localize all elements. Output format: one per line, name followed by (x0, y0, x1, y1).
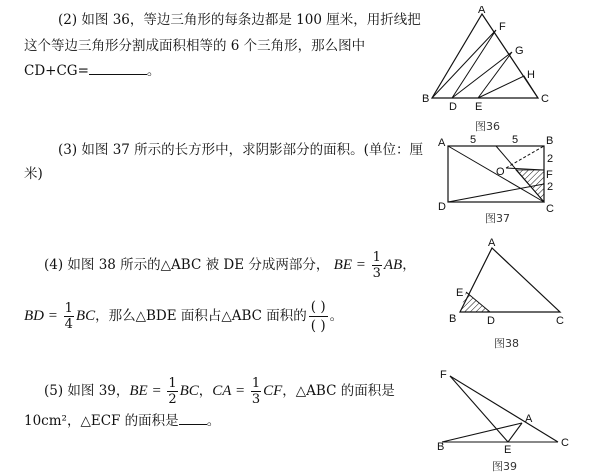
q4-text-1: (4) 如图 38 所示的△ABC 被 DE 分成两部分， (44, 257, 330, 273)
q4-answer-num[interactable]: ( ) (310, 299, 326, 315)
q4-bd-fraction (64, 301, 74, 332)
q4-be-num: 1 (372, 250, 381, 265)
label-f: F (499, 21, 506, 33)
fold-line (432, 30, 538, 98)
label-b: B (449, 313, 457, 325)
label-d: D (438, 201, 446, 213)
q5-text-1: (5) 如图 39， (44, 383, 130, 399)
dim-right-top: 2 (547, 153, 554, 165)
q5-answer-blank[interactable] (179, 410, 207, 425)
figure-38 (444, 236, 574, 328)
caption-fig36: 图36 (475, 120, 500, 133)
label-h: H (527, 69, 535, 81)
q4-line-1 (44, 250, 416, 281)
caption-fig37: 图37 (485, 212, 510, 225)
q2-expression: CD+CG= (24, 63, 89, 79)
q4-be-fraction (372, 250, 382, 281)
q4-comma: ， (402, 257, 416, 273)
q5-be-den: 2 (168, 392, 177, 407)
q4-answer-fraction[interactable] (309, 298, 328, 335)
figure-39 (436, 366, 576, 456)
q2-period: 。 (146, 63, 161, 79)
q4-bd-den: 4 (64, 317, 73, 332)
q5-ca-rhs: CF (263, 383, 283, 399)
q5-sep: ， (198, 383, 213, 399)
q5-ca-fraction (251, 376, 261, 407)
figure-36 (420, 6, 552, 112)
label-a: A (438, 137, 446, 149)
q5-be-lhs: BE = (129, 383, 166, 399)
label-e: E (456, 287, 464, 299)
q5-line-1 (44, 376, 395, 407)
q5-be-num: 1 (168, 376, 177, 391)
dim-right-bottom: 2 (547, 181, 554, 193)
q4-be-rhs: AB (383, 257, 403, 273)
label-d: D (449, 101, 457, 112)
q4-answer-den[interactable]: ( ) (310, 318, 326, 334)
q5-ca-lhs: CA = (212, 383, 249, 399)
figure-37 (436, 132, 560, 214)
label-b: B (546, 135, 554, 147)
label-f: F (440, 369, 447, 381)
label-f: F (546, 169, 553, 181)
q5-be-rhs: BC (179, 383, 199, 399)
q3-line-2: 米) (24, 166, 43, 182)
label-c: C (541, 93, 549, 105)
q5-ca-den: 3 (251, 392, 261, 407)
q4-text-2: ，那么△BDE 面积占△ABC 面积的 (95, 308, 307, 324)
q4-period: 。 (329, 308, 344, 324)
label-o: O (496, 166, 505, 178)
label-c: C (556, 315, 564, 327)
q2-line-2: 这个等边三角形分割成面积相等的 6 个三角形，那么图中 (24, 38, 366, 54)
q5-be-fraction (167, 376, 177, 407)
q5-line-2 (24, 410, 220, 431)
q4-be-lhs: BE = (333, 257, 370, 273)
q5-text-3: 10cm²，△ECF 的面积是 (24, 413, 179, 429)
q5-text-2: ，△ABC 的面积是 (282, 383, 395, 399)
label-e: E (504, 444, 512, 456)
q4-bd-rhs: BC (75, 308, 96, 324)
label-a: A (478, 6, 486, 16)
label-g: G (515, 45, 524, 57)
q2-answer-blank[interactable] (89, 60, 147, 75)
label-c: C (546, 203, 554, 214)
q4-bd-num: 1 (64, 301, 73, 316)
q4-bd-lhs: BD = (24, 308, 62, 324)
label-b: B (422, 93, 430, 105)
q4-be-den: 3 (372, 266, 381, 281)
label-a: A (488, 237, 496, 249)
label-b: B (437, 441, 445, 453)
label-a: A (525, 413, 533, 425)
caption-fig39: 图39 (492, 460, 517, 473)
label-e: E (475, 101, 483, 112)
label-c: C (561, 437, 569, 449)
q5-period: 。 (206, 413, 221, 429)
q2-line-3 (24, 60, 160, 81)
label-d: D (487, 315, 495, 327)
dim-top-right: 5 (512, 134, 519, 146)
q2-line-1: (2) 如图 36，等边三角形的每条边都是 100 厘米，用折线把 (58, 12, 421, 28)
q4-line-2 (24, 298, 343, 335)
q5-ca-num: 1 (251, 376, 261, 391)
dim-top-left: 5 (470, 134, 477, 146)
q3-line-1: (3) 如图 37 所示的长方形中，求阴影部分的面积。(单位：厘 (58, 142, 423, 158)
caption-fig38: 图38 (494, 337, 519, 350)
